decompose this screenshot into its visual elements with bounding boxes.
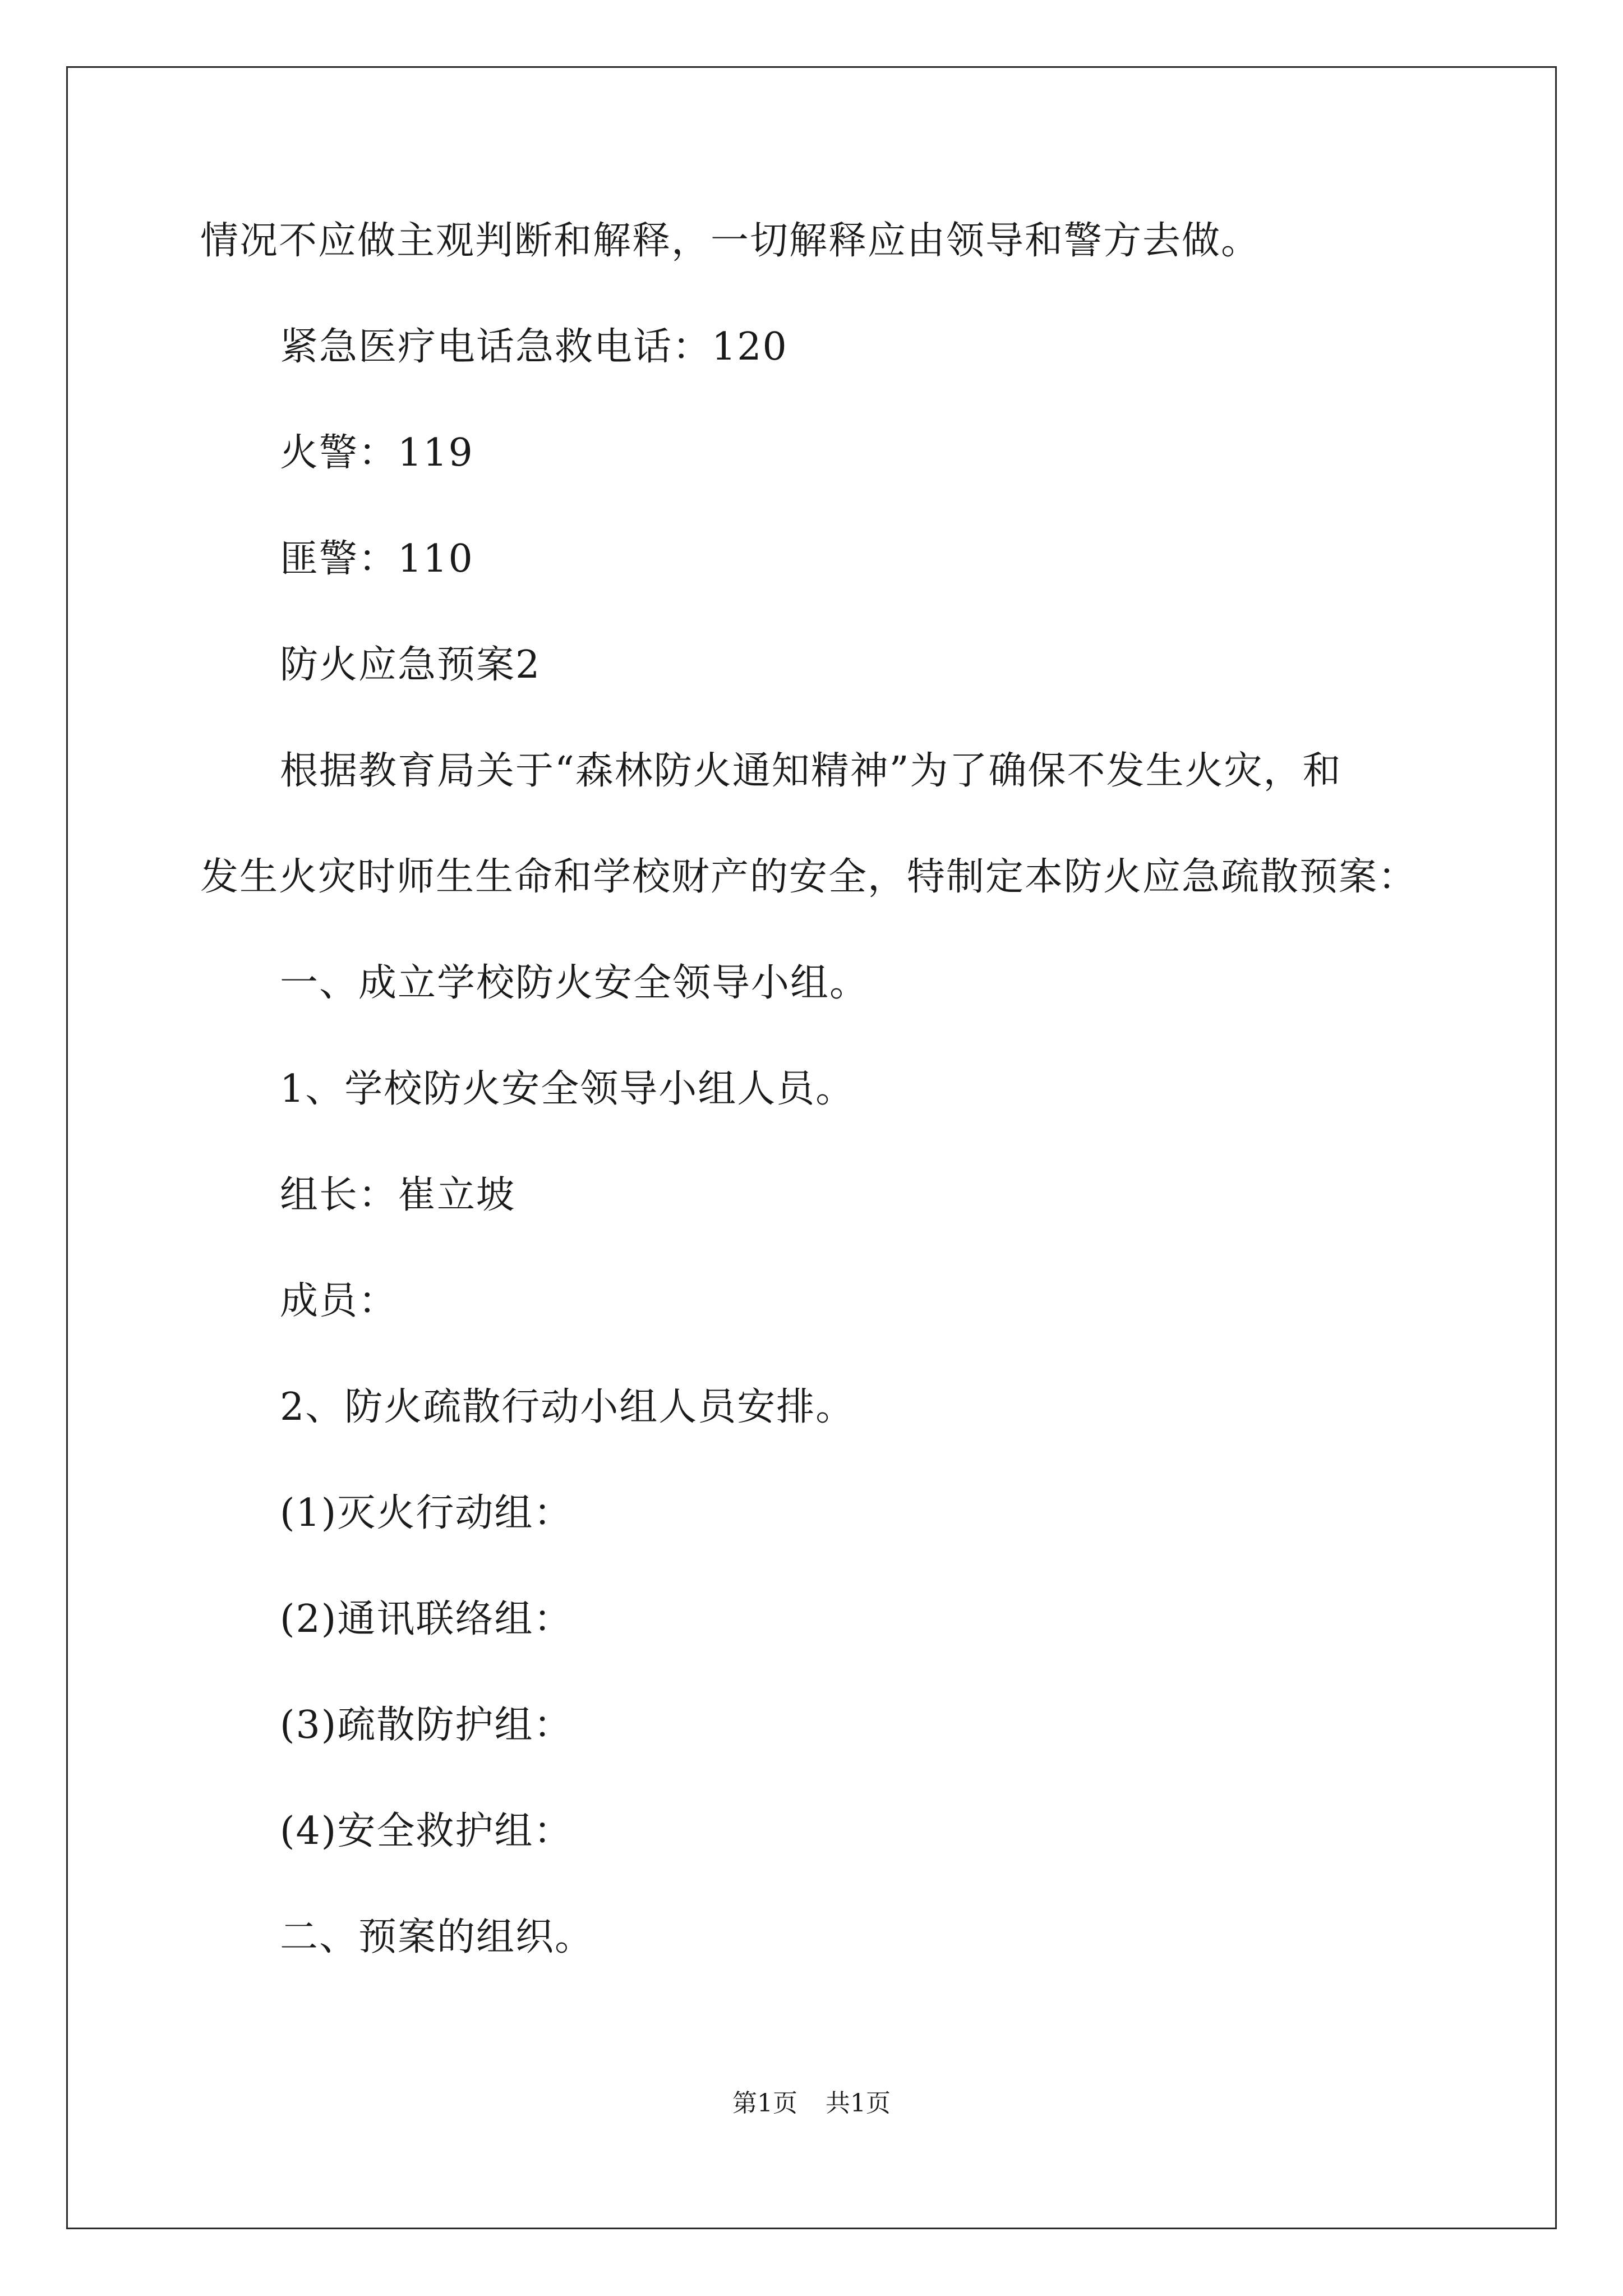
page-number: 第1页 [732, 2089, 797, 2118]
document-body [200, 213, 1445, 2016]
paragraph: 1、学校防火安全领导小组人员。 [280, 1067, 855, 1111]
paragraph: 紧急医疗电话急救电话：120 [280, 325, 788, 369]
paragraph: (4)安全救护组： [280, 1809, 573, 1853]
paragraph: 2、防火疏散行动小组人员安排。 [280, 1385, 855, 1429]
paragraph: 发生火灾时师生生命和学校财产的安全，特制定本防火应急疏散预案： [200, 855, 1418, 899]
paragraph: 根据教育局关于“森林防火通知精神”为了确保不发生火灾，和 [280, 749, 1342, 793]
section-heading: 防火应急预案2 [280, 643, 541, 687]
paragraph: 组长：崔立坡 [280, 1173, 516, 1217]
paragraph: (3)疏散防护组： [280, 1703, 573, 1747]
page-total: 共1页 [826, 2089, 891, 2118]
paragraph: 匪警：110 [280, 537, 474, 581]
paragraph: 成员： [280, 1279, 398, 1323]
paragraph: 情况不应做主观判断和解释，一切解释应由领导和警方去做。 [200, 219, 1261, 263]
page-footer [0, 2087, 1623, 2120]
paragraph: 二、预案的组织。 [280, 1915, 594, 1959]
paragraph: (2)通讯联络组： [280, 1597, 573, 1641]
paragraph: 一、成立学校防火安全领导小组。 [280, 961, 869, 1005]
paragraph: 火警：119 [280, 431, 474, 475]
paragraph: (1)灭火行动组： [280, 1491, 573, 1535]
